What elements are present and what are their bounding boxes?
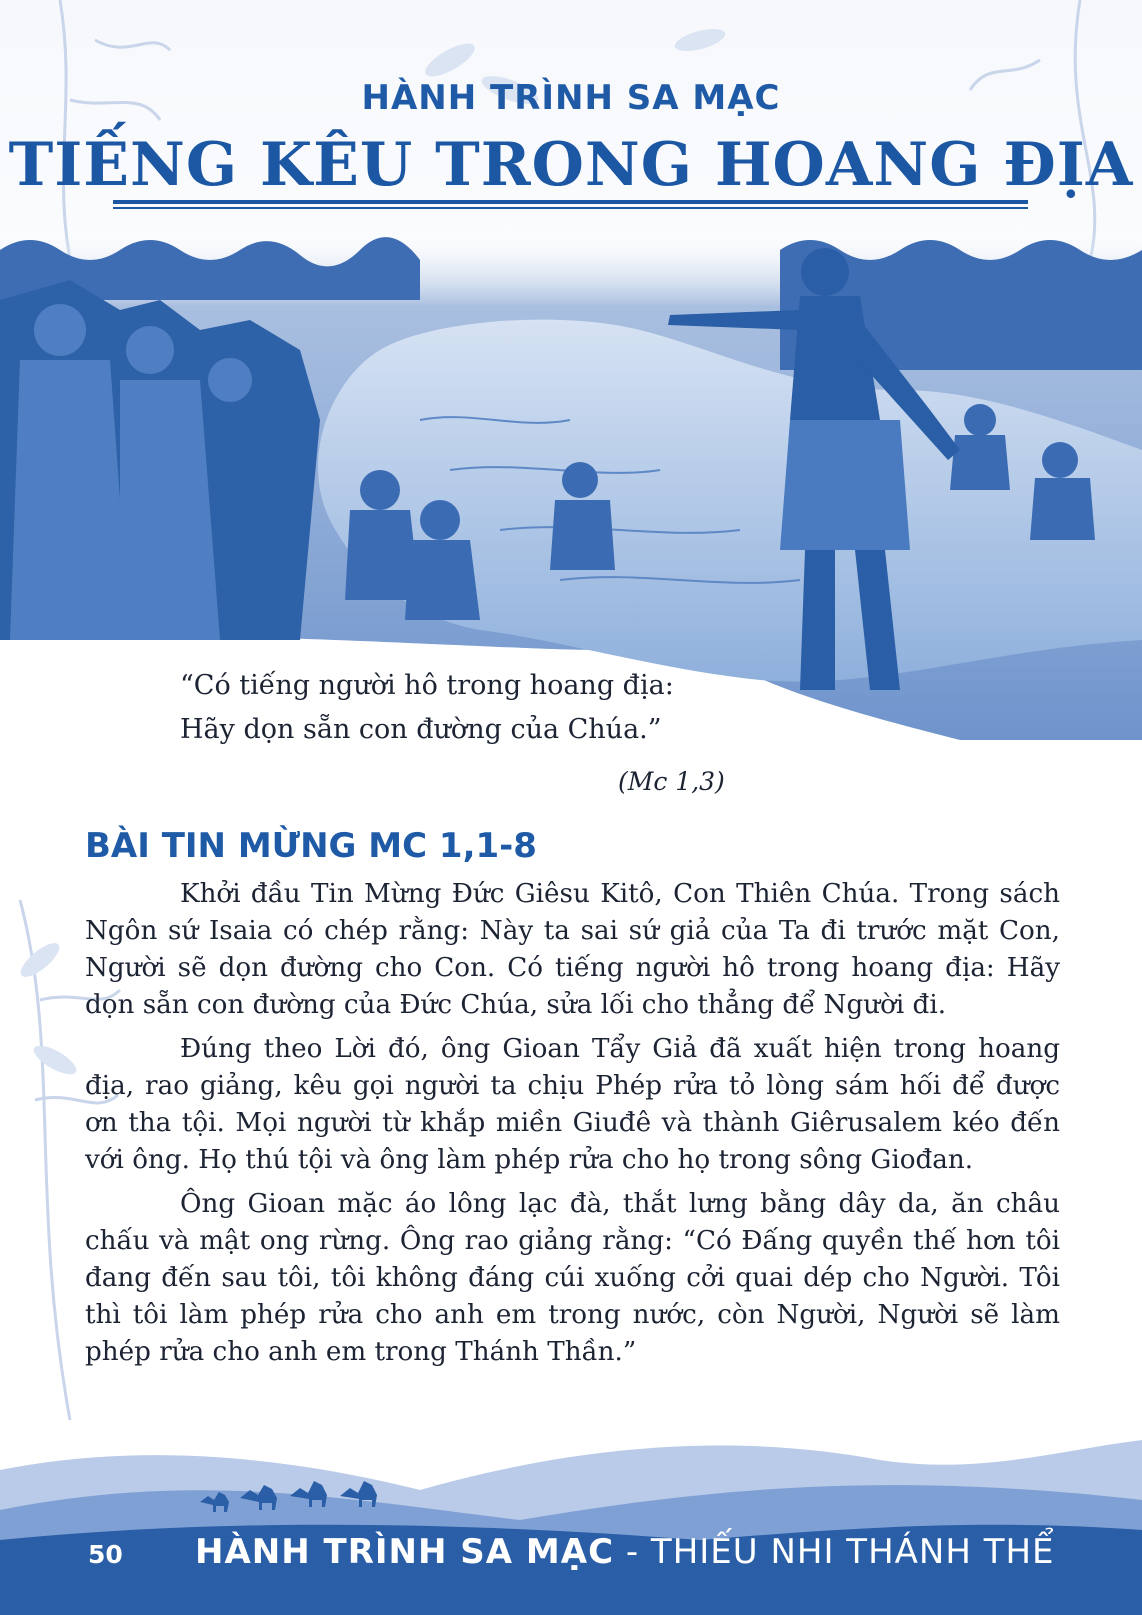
baptism-scene-illustration	[0, 220, 1142, 740]
quote-line-1: “Có tiếng người hô trong hoang địa:	[180, 670, 674, 701]
quote-line-2: Hãy dọn sẵn con đường của Chúa.”	[180, 714, 662, 745]
title-underline	[113, 200, 1028, 204]
footer-title	[195, 1532, 1055, 1572]
paragraph-2: Đúng theo Lời đó, ông Gioan Tẩy Giả đã xuất hiện trong hoang địa, rao giảng, kêu gọi người ta chịu Phép rửa tỏ lòng sám hối để được ơn tha tội. Mọi người từ khắp miền Giuđê và thành Giêrusalem kéo đến với ông. Họ thú tội và ông làm phép rửa cho họ trong sông Giođan.	[85, 1034, 1060, 1175]
scripture-quote	[180, 664, 740, 752]
quote-reference: (Mc 1,3)	[618, 767, 725, 796]
page-title: TIẾNG KÊU TRONG HOANG ĐỊA	[8, 130, 1134, 200]
paragraph-1: Khởi đầu Tin Mừng Đức Giêsu Kitô, Con Thiên Chúa. Trong sách Ngôn sứ Isaia có chép rằng: Này ta sai sứ giả của Ta đi trước mặt Con, Người sẽ dọn đường cho Con. Có tiếng người hô trong hoang địa: Hãy dọn sẵn con đường của Đức Chúa, sửa lối cho thẳng để Người đi.	[85, 879, 1060, 1020]
desert-dunes-footer	[0, 1430, 1142, 1615]
paragraph-3: Ông Gioan mặc áo lông lạc đà, thắt lưng bằng dây da, ăn châu chấu và mật ong rừng. Ông rao giảng rằng: “Có Đấng quyền thế hơn tôi đang đến sau tôi, tôi không đáng cúi xuống cởi quai dép cho Người. Tôi thì tôi làm phép rửa cho anh em trong nước, còn Người, Người sẽ làm phép rửa cho anh em trong Thánh Thần.”	[85, 1189, 1060, 1367]
gospel-text	[85, 876, 1060, 1378]
footer-title-regular: THIẾU NHI THÁNH THỂ	[650, 1532, 1055, 1572]
section-heading: BÀI TIN MỪNG MC 1,1-8	[85, 826, 537, 866]
page-subtitle: HÀNH TRÌNH SA MẠC	[361, 78, 781, 118]
title-underline-thin	[113, 207, 1028, 209]
footer-separator: -	[614, 1532, 651, 1572]
page-number: 50	[88, 1540, 123, 1569]
footer-title-bold: HÀNH TRÌNH SA MẠC	[195, 1532, 615, 1572]
